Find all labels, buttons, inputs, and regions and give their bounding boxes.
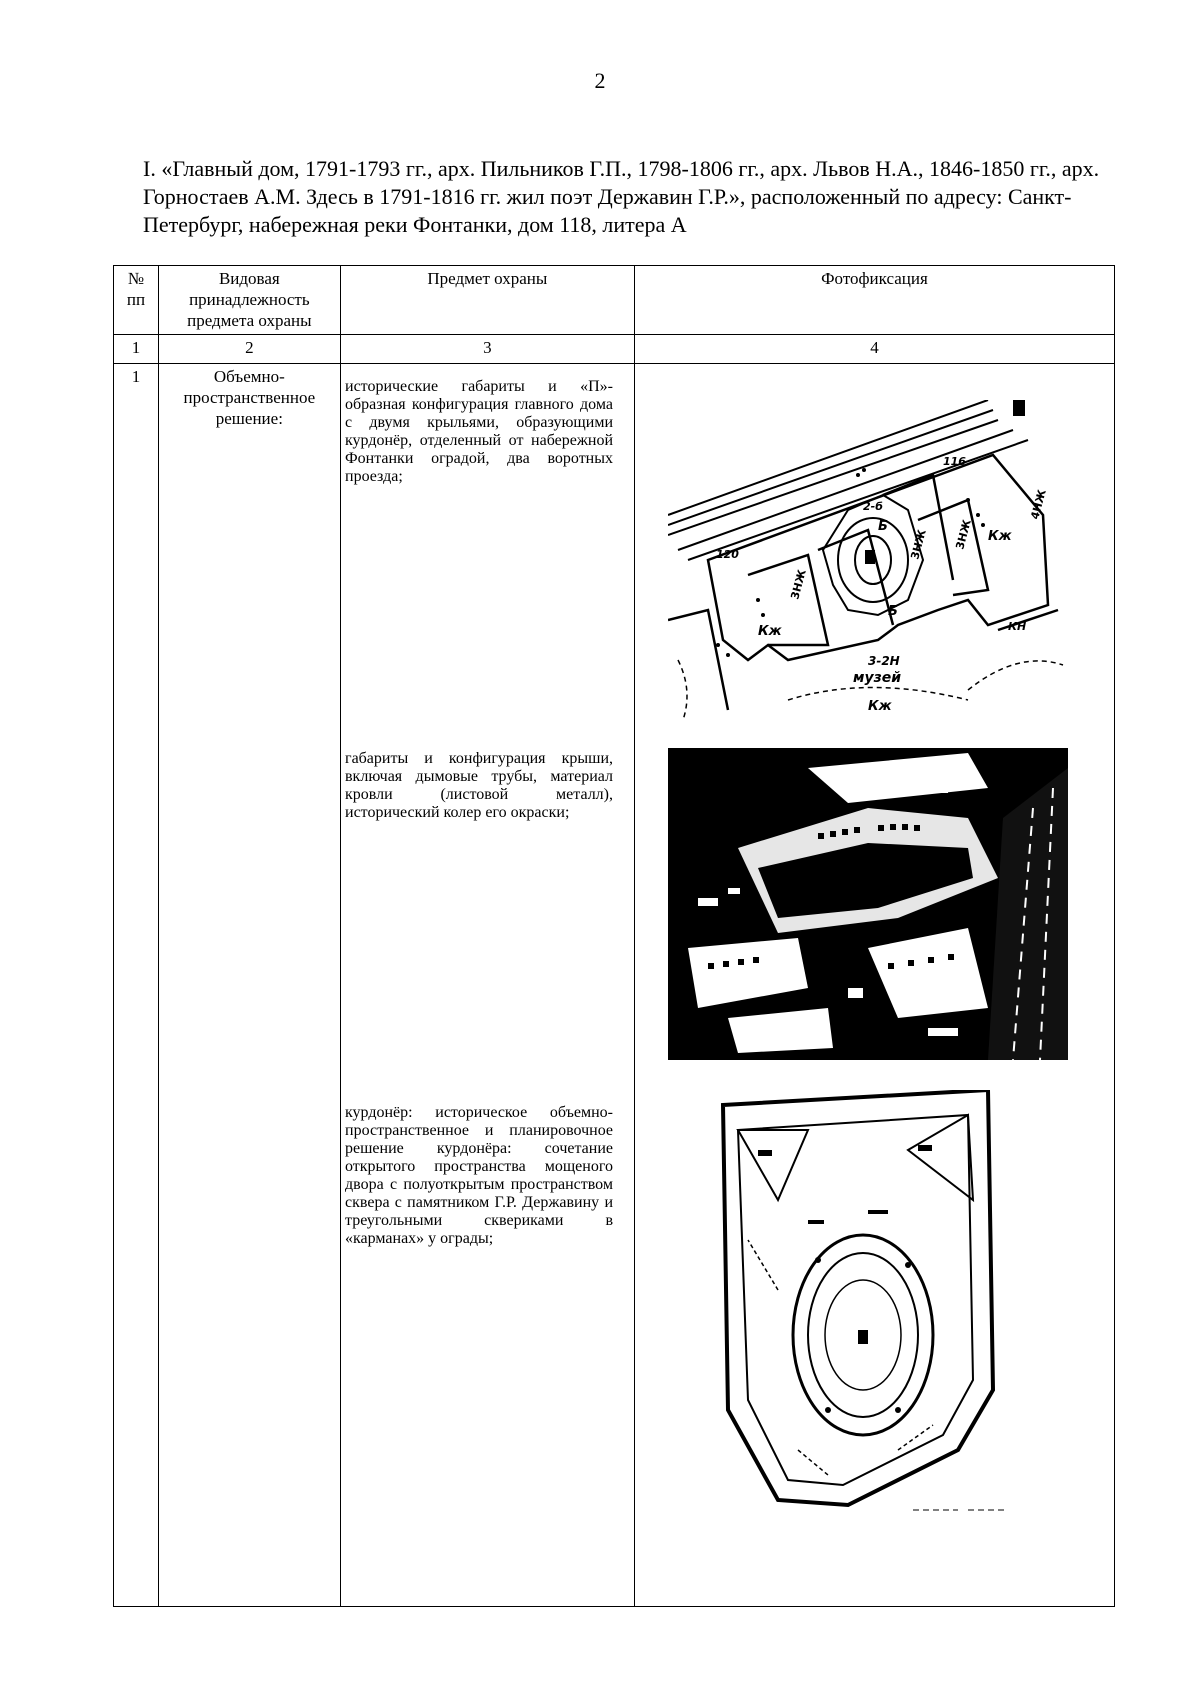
map-label: 4НЖ [1028, 488, 1049, 521]
column-number-row [114, 335, 1115, 364]
map-label: Кж [868, 699, 892, 714]
row-category: Объемно-пространственное решение: [158, 364, 340, 1607]
column-number: 2 [158, 335, 340, 364]
column-number: 3 [340, 335, 634, 364]
subject-item-3: курдонёр: историческое объемно-пространственное и планировочное решение курдонёра: сочетание открытого пространства мощеного двора с полуоткрытым пространством сквера с памятником Г.Р. Державину и треугольными сквериками в «карманах» у ограды; [345, 1104, 613, 1247]
map-label: 2-б [863, 500, 883, 513]
header-subject: Предмет охраны [340, 266, 634, 335]
map-label: Б [878, 519, 888, 534]
object-heading: I. «Главный дом, 1791-1793 гг., арх. Пильников Г.П., 1798-1806 гг., арх. Львов Н.А., 1846-1850 гг., арх. Горностаев А.М. Здесь в 1791-1816 гг. жил поэт Державин Г.Р.», расположенный по адресу: Санкт-Петербург, набережная реки Фонтанки, дом 118, литера А [143, 156, 1100, 237]
page-number: 2 [594, 68, 606, 93]
header-number: № пп [114, 266, 159, 335]
map-label: 3-2Н [868, 654, 900, 668]
table-header-row [114, 266, 1115, 335]
map-label: КН [1008, 620, 1027, 633]
subject-item-1: исторические габариты и «П»-образная конфигурация главного дома с двумя крыльями, образующими курдонёр, отделенный от набережной Фонтанки оградой, два воротных проезда; [345, 378, 613, 485]
courtyard-plan-image [718, 1090, 1018, 1515]
aerial-photo-image [668, 748, 1068, 1060]
column-number: 1 [114, 335, 159, 364]
map-label: 3НЖ [953, 518, 974, 551]
column-number: 4 [634, 335, 1114, 364]
map-label: 3НЖ [908, 528, 929, 561]
map-label: 120 [716, 548, 739, 561]
map-label: 3НЖ [788, 568, 809, 601]
header-photo: Фотофиксация [634, 266, 1114, 335]
map-label: Б [888, 604, 898, 619]
header-category: Видовая принадлежность предмета охраны [158, 266, 340, 335]
site-plan-image [668, 400, 1068, 725]
row-number: 1 [114, 364, 159, 1607]
map-label: Кж [988, 529, 1012, 544]
map-label: Кж [758, 624, 782, 639]
map-label: музей [853, 670, 902, 686]
subject-item-2: габариты и конфигурация крыши, включая дымовые трубы, материал кровли (листовой металл), исторический колер его окраски; [345, 750, 613, 821]
map-label: 116 [943, 455, 966, 468]
row-subject-cell [340, 364, 634, 1607]
